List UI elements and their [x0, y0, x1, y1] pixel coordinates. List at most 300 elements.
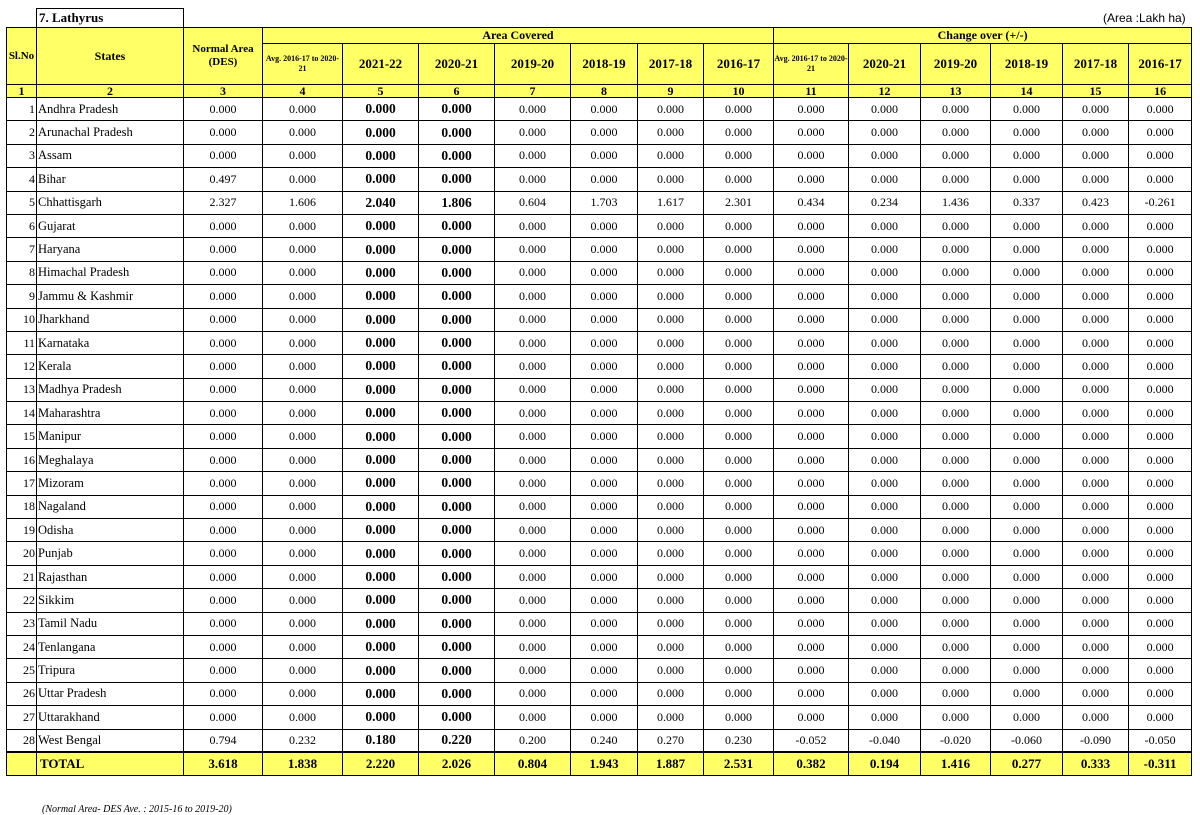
row-value: 0.000	[184, 542, 263, 565]
row-value: 0.000	[1063, 238, 1129, 261]
row-value: 0.000	[184, 308, 263, 331]
row-slno: 20	[7, 542, 37, 565]
row-value: 0.000	[343, 682, 419, 705]
row-slno: 5	[7, 191, 37, 214]
row-value: 0.000	[571, 682, 638, 705]
row-value: 0.000	[184, 706, 263, 729]
column-number: 10	[704, 85, 774, 98]
row-value: 0.000	[1129, 308, 1192, 331]
blank-corner	[7, 9, 37, 28]
row-value: 0.000	[419, 261, 495, 284]
column-number: 6	[419, 85, 495, 98]
row-value: 0.000	[638, 495, 704, 518]
row-value: 0.000	[849, 144, 921, 167]
table-row	[7, 448, 1192, 471]
row-value: 0.000	[571, 425, 638, 448]
row-value: 0.000	[991, 519, 1063, 542]
row-value: 0.000	[1129, 214, 1192, 237]
header-change-year: 2019-20	[921, 44, 991, 85]
row-value: 0.000	[495, 261, 571, 284]
column-number: 5	[343, 85, 419, 98]
row-value: 0.000	[638, 659, 704, 682]
row-value: 0.000	[1063, 519, 1129, 542]
row-value: 0.000	[419, 542, 495, 565]
row-state: Nagaland	[37, 495, 184, 518]
row-value: 0.000	[1129, 402, 1192, 425]
row-value: 0.000	[1129, 659, 1192, 682]
row-slno: 3	[7, 144, 37, 167]
row-value: 2.040	[343, 191, 419, 214]
total-value: 3.618	[184, 752, 263, 775]
table-row	[7, 378, 1192, 401]
row-value: 0.000	[849, 612, 921, 635]
row-value: 0.000	[419, 144, 495, 167]
row-value: 0.000	[1129, 589, 1192, 612]
row-value: 0.000	[638, 448, 704, 471]
row-slno: 10	[7, 308, 37, 331]
row-value: 0.000	[1129, 612, 1192, 635]
row-value: 0.000	[991, 565, 1063, 588]
row-slno: 1	[7, 98, 37, 121]
row-state: Tamil Nadu	[37, 612, 184, 635]
row-value: 0.000	[921, 214, 991, 237]
row-value: 0.000	[495, 308, 571, 331]
row-value: 0.000	[774, 682, 849, 705]
row-state: Assam	[37, 144, 184, 167]
row-value: 0.000	[571, 378, 638, 401]
table-row	[7, 706, 1192, 729]
header-slno: Sl.No	[7, 28, 37, 85]
column-number: 8	[571, 85, 638, 98]
row-value: 0.000	[495, 214, 571, 237]
row-value: 0.000	[571, 98, 638, 121]
row-value: 0.000	[774, 308, 849, 331]
row-value: 0.000	[1063, 682, 1129, 705]
row-value: 0.000	[263, 472, 343, 495]
row-value: 0.000	[774, 472, 849, 495]
total-value: 0.333	[1063, 752, 1129, 775]
row-value: 2.301	[704, 191, 774, 214]
row-state: Sikkim	[37, 589, 184, 612]
row-value: 0.000	[184, 659, 263, 682]
row-value: 0.000	[638, 682, 704, 705]
row-value: 0.000	[921, 682, 991, 705]
row-value: 0.000	[849, 706, 921, 729]
row-value: 0.423	[1063, 191, 1129, 214]
row-slno: 22	[7, 589, 37, 612]
row-value: 0.000	[704, 238, 774, 261]
row-value: 0.000	[263, 402, 343, 425]
row-value: 0.000	[704, 261, 774, 284]
row-value: 0.000	[849, 682, 921, 705]
total-value: 1.943	[571, 752, 638, 775]
row-value: 0.000	[184, 495, 263, 518]
row-value: 0.000	[263, 682, 343, 705]
table-row	[7, 565, 1192, 588]
row-state: Bihar	[37, 168, 184, 191]
row-value: 0.000	[704, 331, 774, 354]
row-value: 0.000	[184, 355, 263, 378]
row-value: 0.000	[704, 682, 774, 705]
row-value: 0.000	[991, 472, 1063, 495]
row-value: 0.000	[1129, 425, 1192, 448]
row-state: Rajasthan	[37, 565, 184, 588]
row-value: 0.000	[1129, 261, 1192, 284]
row-value: 0.000	[921, 402, 991, 425]
row-value: 0.000	[495, 706, 571, 729]
area-table	[6, 8, 1192, 776]
row-value: 0.000	[495, 565, 571, 588]
row-value: 0.000	[1063, 472, 1129, 495]
row-value: 1.436	[921, 191, 991, 214]
column-number: 9	[638, 85, 704, 98]
row-value: 0.000	[419, 308, 495, 331]
footnote: (Normal Area- DES Ave. : 2015-16 to 2019-20)	[42, 804, 232, 815]
row-value: 0.000	[1063, 565, 1129, 588]
row-value: 0.000	[1129, 144, 1192, 167]
column-number: 7	[495, 85, 571, 98]
table-row	[7, 261, 1192, 284]
header-change-year: 2017-18	[1063, 44, 1129, 85]
row-state: Tripura	[37, 659, 184, 682]
row-value: 0.000	[704, 589, 774, 612]
row-value: 0.000	[849, 378, 921, 401]
row-value: 0.000	[921, 589, 991, 612]
row-value: 0.000	[419, 98, 495, 121]
row-value: -0.040	[849, 729, 921, 752]
row-value: 0.000	[638, 589, 704, 612]
row-value: 0.000	[774, 402, 849, 425]
row-value: 0.000	[774, 565, 849, 588]
table-row	[7, 121, 1192, 144]
row-value: 0.000	[991, 355, 1063, 378]
row-value: 0.000	[991, 542, 1063, 565]
row-value: 0.000	[1129, 495, 1192, 518]
row-value: 0.000	[1063, 98, 1129, 121]
row-value: -0.261	[1129, 191, 1192, 214]
row-state: Arunachal Pradesh	[37, 121, 184, 144]
row-state: Andhra Pradesh	[37, 98, 184, 121]
row-slno: 27	[7, 706, 37, 729]
table-title: 7. Lathyrus	[37, 9, 184, 28]
row-value: 0.000	[638, 565, 704, 588]
row-state: Kerala	[37, 355, 184, 378]
row-value: 0.000	[343, 448, 419, 471]
row-value: 0.000	[263, 331, 343, 354]
row-value: 0.000	[921, 121, 991, 144]
row-value: 0.000	[419, 565, 495, 588]
header-change-over: Change over (+/-)	[774, 28, 1192, 44]
row-value: 0.000	[774, 121, 849, 144]
row-value: 0.000	[184, 682, 263, 705]
row-value: 0.000	[419, 682, 495, 705]
row-slno: 6	[7, 214, 37, 237]
header-states: States	[37, 28, 184, 85]
total-value: -0.311	[1129, 752, 1192, 775]
row-value: 0.000	[419, 635, 495, 658]
row-value: 0.000	[638, 308, 704, 331]
row-state: Uttar Pradesh	[37, 682, 184, 705]
row-value: 0.000	[849, 214, 921, 237]
row-value: 0.000	[1129, 238, 1192, 261]
total-value: 1.887	[638, 752, 704, 775]
row-value: 0.000	[495, 659, 571, 682]
row-value: 0.000	[495, 331, 571, 354]
row-value: 0.000	[184, 565, 263, 588]
row-value: 0.000	[991, 285, 1063, 308]
row-value: 0.000	[774, 98, 849, 121]
table-row	[7, 495, 1192, 518]
row-value: 0.000	[184, 261, 263, 284]
row-slno: 25	[7, 659, 37, 682]
row-value: 0.000	[419, 121, 495, 144]
row-value: 0.000	[343, 121, 419, 144]
row-value: 0.000	[991, 448, 1063, 471]
row-value: 0.000	[704, 706, 774, 729]
row-value: 0.270	[638, 729, 704, 752]
row-value: 0.000	[704, 378, 774, 401]
row-slno: 8	[7, 261, 37, 284]
row-value: 0.000	[1129, 706, 1192, 729]
row-value: 0.000	[184, 425, 263, 448]
column-number: 4	[263, 85, 343, 98]
table-row	[7, 98, 1192, 121]
row-value: 0.000	[849, 121, 921, 144]
row-slno: 28	[7, 729, 37, 752]
table-row	[7, 659, 1192, 682]
row-value: 0.000	[495, 425, 571, 448]
row-value: 0.000	[991, 214, 1063, 237]
row-value: 0.000	[774, 285, 849, 308]
row-value: 0.000	[921, 261, 991, 284]
row-value: 0.240	[571, 729, 638, 752]
row-value: 0.000	[495, 121, 571, 144]
row-value: 0.000	[1063, 448, 1129, 471]
row-value: 0.000	[638, 238, 704, 261]
row-value: 0.000	[263, 659, 343, 682]
row-value: 0.000	[849, 589, 921, 612]
total-value: 0.382	[774, 752, 849, 775]
table-row	[7, 402, 1192, 425]
column-number: 2	[37, 85, 184, 98]
row-value: 0.000	[704, 144, 774, 167]
row-value: 0.000	[849, 448, 921, 471]
row-value: 0.000	[1063, 144, 1129, 167]
table-row	[7, 285, 1192, 308]
row-value: 0.000	[1063, 635, 1129, 658]
row-value: 0.000	[849, 355, 921, 378]
row-value: 0.000	[704, 425, 774, 448]
row-value: 0.000	[571, 706, 638, 729]
row-state: Odisha	[37, 519, 184, 542]
column-number: 3	[184, 85, 263, 98]
row-value: 0.000	[419, 706, 495, 729]
row-value: 0.000	[774, 331, 849, 354]
row-value: 0.000	[991, 98, 1063, 121]
row-value: 0.000	[991, 612, 1063, 635]
row-value: 0.000	[571, 659, 638, 682]
row-value: 0.000	[638, 261, 704, 284]
row-value: -0.090	[1063, 729, 1129, 752]
row-value: 0.000	[774, 659, 849, 682]
row-value: -0.052	[774, 729, 849, 752]
table-row	[7, 214, 1192, 237]
row-value: 0.000	[184, 519, 263, 542]
row-value: 0.000	[921, 565, 991, 588]
row-value: 0.000	[921, 635, 991, 658]
row-value: 0.000	[495, 355, 571, 378]
table-row	[7, 331, 1192, 354]
row-value: 0.000	[495, 238, 571, 261]
row-value: 0.000	[495, 402, 571, 425]
row-value: 0.000	[1063, 612, 1129, 635]
row-value: 0.000	[704, 519, 774, 542]
row-value: 0.000	[343, 355, 419, 378]
row-value: 0.000	[263, 378, 343, 401]
row-value: 0.000	[704, 495, 774, 518]
row-value: 0.604	[495, 191, 571, 214]
row-value: 0.000	[1063, 308, 1129, 331]
row-value: 0.000	[921, 472, 991, 495]
row-value: 0.000	[704, 612, 774, 635]
row-value: 0.000	[343, 308, 419, 331]
row-value: 0.000	[571, 612, 638, 635]
row-value: 0.000	[571, 635, 638, 658]
row-state: West Bengal	[37, 729, 184, 752]
row-value: 0.000	[263, 355, 343, 378]
row-value: 0.000	[849, 635, 921, 658]
row-value: 1.606	[263, 191, 343, 214]
row-value: 0.000	[991, 308, 1063, 331]
row-value: 0.000	[774, 589, 849, 612]
row-value: 0.000	[1063, 542, 1129, 565]
row-value: 0.000	[991, 121, 1063, 144]
row-value: 0.000	[638, 121, 704, 144]
row-value: 1.617	[638, 191, 704, 214]
row-slno: 7	[7, 238, 37, 261]
row-value: 0.000	[638, 331, 704, 354]
row-value: 0.000	[774, 168, 849, 191]
row-value: 0.000	[343, 589, 419, 612]
row-value: 0.000	[571, 168, 638, 191]
row-value: 0.000	[1129, 285, 1192, 308]
row-value: 1.703	[571, 191, 638, 214]
row-value: 0.000	[571, 144, 638, 167]
row-value: 0.000	[849, 565, 921, 588]
row-value: 0.000	[571, 285, 638, 308]
row-value: 0.000	[1129, 519, 1192, 542]
row-value: 0.000	[419, 472, 495, 495]
row-value: 0.000	[263, 168, 343, 191]
row-value: 0.000	[774, 635, 849, 658]
row-slno: 21	[7, 565, 37, 588]
row-value: 0.000	[184, 472, 263, 495]
table-row	[7, 472, 1192, 495]
row-value: 0.000	[419, 448, 495, 471]
row-slno: 12	[7, 355, 37, 378]
row-slno: 19	[7, 519, 37, 542]
row-state: Punjab	[37, 542, 184, 565]
row-value: 0.000	[571, 238, 638, 261]
row-value: 0.000	[1063, 331, 1129, 354]
row-value: 0.000	[571, 519, 638, 542]
table-row	[7, 729, 1192, 752]
row-value: 0.000	[849, 425, 921, 448]
row-value: 0.000	[419, 168, 495, 191]
row-value: 0.000	[1063, 402, 1129, 425]
row-value: 0.000	[991, 425, 1063, 448]
row-value: 0.000	[1129, 635, 1192, 658]
row-value: 0.000	[495, 495, 571, 518]
row-state: Gujarat	[37, 214, 184, 237]
row-value: 0.000	[571, 472, 638, 495]
row-value: 0.000	[991, 682, 1063, 705]
row-value: 2.327	[184, 191, 263, 214]
total-value: 2.026	[419, 752, 495, 775]
row-value: 0.000	[571, 495, 638, 518]
row-value: 0.000	[571, 121, 638, 144]
row-state: Madhya Pradesh	[37, 378, 184, 401]
row-value: 0.000	[184, 612, 263, 635]
row-value: 0.337	[991, 191, 1063, 214]
row-value: 0.000	[704, 659, 774, 682]
total-value: 0.804	[495, 752, 571, 775]
row-value: 0.000	[343, 261, 419, 284]
row-value: 0.000	[419, 214, 495, 237]
row-value: 0.000	[571, 308, 638, 331]
table-row	[7, 308, 1192, 331]
row-value: 0.000	[638, 144, 704, 167]
row-value: 0.000	[774, 706, 849, 729]
row-value: 0.000	[638, 355, 704, 378]
column-number: 13	[921, 85, 991, 98]
row-value: 0.000	[849, 495, 921, 518]
row-value: 0.000	[263, 214, 343, 237]
row-state: Chhattisgarh	[37, 191, 184, 214]
row-value: 0.000	[638, 612, 704, 635]
row-value: 0.000	[343, 542, 419, 565]
row-value: 0.000	[849, 519, 921, 542]
row-value: 0.000	[263, 589, 343, 612]
row-slno: 16	[7, 448, 37, 471]
row-value: 0.000	[849, 659, 921, 682]
row-value: 0.000	[263, 448, 343, 471]
row-value: 0.000	[571, 448, 638, 471]
column-number: 1	[7, 85, 37, 98]
row-value: 0.000	[1129, 168, 1192, 191]
row-value: 0.000	[343, 706, 419, 729]
row-value: 0.000	[263, 706, 343, 729]
row-value: 0.000	[921, 98, 991, 121]
row-value: 0.000	[638, 472, 704, 495]
row-value: 0.000	[1129, 331, 1192, 354]
row-value: 0.000	[774, 378, 849, 401]
row-value: 0.000	[638, 542, 704, 565]
row-value: 0.000	[704, 448, 774, 471]
table-row	[7, 168, 1192, 191]
row-value: 0.000	[184, 402, 263, 425]
row-value: 0.000	[495, 144, 571, 167]
row-value: 0.000	[991, 144, 1063, 167]
row-value: 0.434	[774, 191, 849, 214]
row-value: 0.000	[343, 144, 419, 167]
row-value: 0.200	[495, 729, 571, 752]
row-slno: 18	[7, 495, 37, 518]
row-value: 0.000	[263, 635, 343, 658]
row-value: 0.000	[495, 378, 571, 401]
row-value: 0.000	[1129, 98, 1192, 121]
row-value: 0.000	[704, 565, 774, 588]
